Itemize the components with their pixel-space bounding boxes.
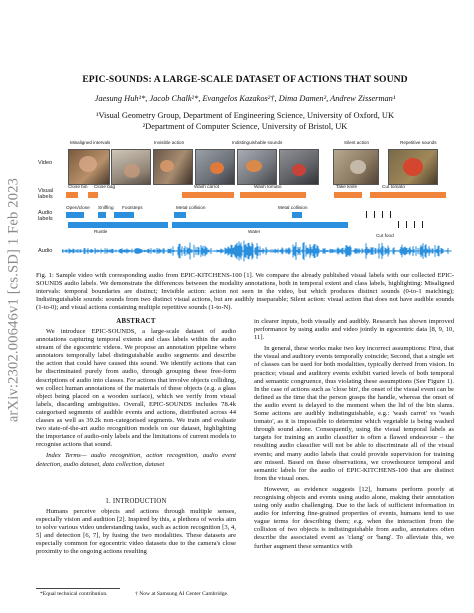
abstract-heading: ABSTRACT: [116, 318, 156, 325]
audio-tick-5: [398, 221, 399, 228]
audio-band-sniffing: [98, 212, 106, 218]
visual-band-close-bag: [88, 192, 98, 198]
audio-label-open-close: Open/close: [66, 205, 90, 210]
visual-label-wash-tomato: Wash tomato: [254, 184, 282, 189]
audio-tick-6: [406, 221, 407, 228]
audio-band-metal-collision-1: [174, 212, 186, 218]
visual-band-take-knife: [334, 192, 362, 198]
author-list: Jaesung Huh¹*, Jacob Chalk²*, Evangelos Kazakos²†, Dima Damen², Andrew Zisserman¹: [94, 94, 396, 103]
intro-paragraph-1: Humans perceive objects and actions through multiple senses, especially vision and audition [2]. Inspired by this, a plethora of works aim to solve various video understanding tasks, such as action recognition [3, 4, 5] and detection [6, 7], by fusing the two modalities. These datasets are especially common for egocentric video datasets due to the camera's close proximity to the ongoing actions resulting: [36, 508, 236, 556]
audio-tick-7: [414, 221, 415, 228]
row-label-video: Video: [38, 160, 53, 166]
row-label-visual-labels: Visual labels: [38, 188, 54, 200]
frame-caption-repetitive: Repetitive sounds: [400, 140, 437, 145]
audio-label-sniffing: Sniffing: [98, 205, 114, 210]
abstract-text: We introduce EPIC-SOUNDS, a large-scale dataset of audio annotations capturing temporal extents and class labels within the audio stream of the egocentric videos. We propose an annotation pipeline where annotators temporally label distinguishable audio segments and describe the action that could have caused this sound. We identify actions that can be discriminated purely from audio, through grouping these free-form descriptions of audio into classes. For actions that involve objects colliding, we collect human annotations of the materials of these objects (e.g. a glass object being placed on a wooden surface), which we verify from visual labels, discarding ambiguities. Overall, EPIC-SOUNDS includes 78.4k categorised segments of audible events and actions, distributed across 44 classes as well as 39.2k non-categorised segments. We train and evaluate two state-of-the-art audio recognition models on our dataset, highlighting the importance of audio-only labels and the limitations of current models to recognise actions that sound.: [36, 328, 236, 449]
frame-caption-indistinguishable: Indistinguishable sounds: [232, 140, 283, 145]
audio-tick-4: [390, 211, 391, 218]
footnote-samsung: † Now at Samsung AI Center Cambridge.: [135, 591, 229, 597]
audio-tick-1: [366, 211, 367, 218]
affiliation-2: ²Department of Computer Science, University of Bristol, UK: [142, 122, 348, 131]
frame-caption-invisible: Invisible action: [154, 140, 185, 145]
footnote-rule: [36, 588, 120, 589]
audio-band-water: [172, 222, 348, 228]
introduction-heading: 1. INTRODUCTION: [105, 498, 167, 505]
visual-label-close-bag: Close bag: [94, 184, 116, 189]
visual-label-take-knife: Take knife: [336, 184, 358, 189]
audio-band-metal-collision-2: [292, 212, 302, 218]
audio-waveform: [62, 238, 452, 264]
audio-label-metal-collision-2: Metal collision: [278, 205, 308, 210]
visual-band-wash-carrot: [182, 192, 234, 198]
audio-label-water: Water: [248, 229, 261, 234]
audio-label-metal-collision-1: Metal collision: [176, 205, 206, 210]
visual-label-cut-tomato: Cut tomato: [382, 184, 405, 189]
visual-band-cut-tomato: [370, 192, 446, 198]
figure-caption: Fig. 1: Sample video with corresponding audio from EPIC-KITCHENS-100 [1]. We compare the already published visual labels with our collected EPIC-SOUNDS audio labels. We demonstrate the differences between the modality annotations, both in temporal extent and class labels, highlighting: Misaligned intervals: temporal boundaries are distinct; Invisible action: action not seen in the video, but which produces distinct sounds (0-to-1 matching); Indistinguishable sounds: sounds from two distinct visual actions, but are audibly inseparable; Silent action: visual action that does not have audible sounds (1-to-0); and visual actions containing multiple repetitive sounds (1-to-N).: [36, 272, 454, 312]
video-frame-1: [68, 149, 110, 185]
right-column: [254, 318, 454, 551]
index-terms: Index Terms— audio recognition, action recognition, audio event detection, audio dataset, data collection, dataset: [36, 452, 236, 468]
right-paragraph-1: In general, these works make two key incorrect assumptions: First, that the visual and auditory events temporally coincide; Second, that a single set of classes can be used for both modalities, typically derived from vision. In practice; visual and auditory events exhibit varied levels of both temporal and semantic congruence, thus violating these assumptions (See Figure 1). In the case of actions such as 'close bin', the onset of the visual event can be defined as the time that the person grasps the handle, whereas the onset of the audio event is delayed to the moment when the lid of the bin slams. Some actions are audibly indistinguishable, e.g.: 'wash carrot' vs 'wash tomato', as it is impossible to determine which vegetable is being washed through sound alone. Consequently, using the visual temporal labels as targets for training an audio classifier is often a flawed endeavour – the resulting audio classifier will not be able to discriminate all of the visual events; and many audio labels that could provide supervision for training are missed. Based on these observations, we crowdsource temporal and semantic labels for the audio of EPIC-KITCHENS-100 that are distinct from the visual ones.: [254, 345, 454, 482]
footnote-equal-contribution: *Equal technical contribution.: [40, 591, 108, 597]
arxiv-stamp: [2, 150, 26, 450]
audio-band-footsteps: [114, 212, 134, 218]
abstract-body: [36, 328, 236, 469]
audio-tick-8: [422, 221, 423, 228]
audio-label-footsteps: Footsteps: [122, 205, 143, 210]
introduction-body: [36, 508, 236, 557]
row-label-audio-labels: Audio labels: [38, 210, 53, 222]
audio-label-cut-food: Cut food: [376, 233, 394, 238]
audio-tick-2: [374, 211, 375, 218]
visual-band-close-bin: [66, 192, 78, 198]
affiliation-1: ¹Visual Geometry Group, Department of Engineering Science, University of Oxford, UK: [95, 111, 395, 120]
frame-caption-misaligned: Misaligned intervals: [70, 140, 111, 145]
visual-band-wash-tomato: [240, 192, 306, 198]
video-frame-6: [279, 149, 319, 185]
video-frame-5: [237, 149, 277, 185]
audio-tick-3: [382, 211, 383, 218]
right-paragraph-0: in clearer inputs, both visually and audibly. Research has shown improved performance by using audio and video jointly in egocentric data [8, 9, 10, 11].: [254, 318, 454, 342]
arxiv-id-text: arXiv:2302.00646v1 [cs.SD] 1 Feb 2023: [5, 177, 22, 423]
audio-band-open-close: [66, 212, 84, 218]
paper-title: EPIC-SOUNDS: A LARGE-SCALE DATASET OF ACTIONS THAT SOUND: [82, 74, 408, 85]
video-frame-4: [195, 149, 235, 185]
visual-label-close-bin: Close bin: [68, 184, 88, 189]
figure-1: [36, 138, 454, 268]
video-frame-8: [388, 149, 438, 185]
audio-band-rustle: [68, 222, 168, 228]
video-frame-3: [153, 149, 193, 185]
visual-label-wash-carrot: Wash carrot: [194, 184, 220, 189]
video-frame-7: [333, 149, 379, 185]
row-label-audio: Audio: [38, 248, 53, 254]
frame-caption-silent: Silent action: [344, 140, 370, 145]
audio-label-rustle: Rustle: [94, 229, 108, 234]
video-frame-2: [111, 149, 151, 185]
right-paragraph-2: However, as evidence suggests [12], humans perform poorly at recognising objects and events using audio alone, making their annotation using only audio challenging. Due to the lack of sufficient information in audio for inferring fine-grained properties of events, humans tend to use vague terms for describing them; e.g. when the interaction from the collision of two objects is indistinguishable from audio, annotators often describe the associated event as 'clang' or 'bang'. To alleviate this, we further augment these semantics with: [254, 485, 454, 550]
